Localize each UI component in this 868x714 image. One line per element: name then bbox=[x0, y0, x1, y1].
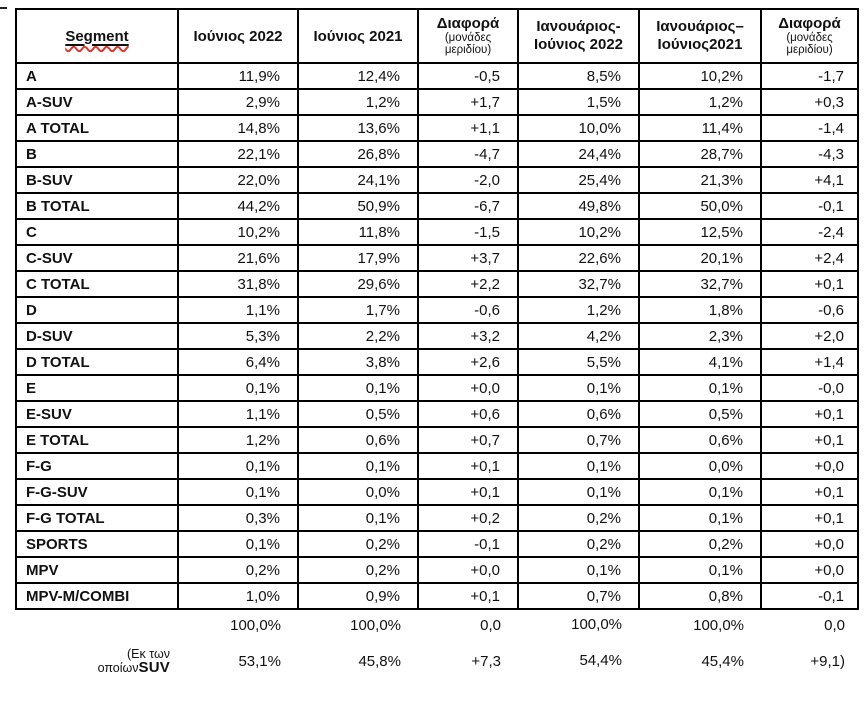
value-cell: 8,5% bbox=[518, 63, 639, 89]
value-cell: 6,4% bbox=[178, 349, 298, 375]
segment-cell: D-SUV bbox=[16, 323, 178, 349]
suv-june-2022: 53,1% bbox=[238, 653, 281, 670]
segment-cell: SPORTS bbox=[16, 531, 178, 557]
jan-june-2021-line2: Ιούνιος2021 bbox=[657, 36, 743, 53]
value-cell: 21,6% bbox=[178, 245, 298, 271]
segment-cell: C bbox=[16, 219, 178, 245]
value-cell: 0,8% bbox=[639, 583, 761, 609]
suv-label-line1: (Εκ των bbox=[127, 647, 170, 661]
value-cell: +0,0 bbox=[761, 453, 858, 479]
value-cell: 0,3% bbox=[178, 505, 298, 531]
segment-cell: D bbox=[16, 297, 178, 323]
table-row bbox=[16, 479, 858, 505]
diff-title: Διαφορά bbox=[778, 14, 841, 32]
table-row bbox=[16, 167, 858, 193]
value-cell: 11,4% bbox=[639, 115, 761, 141]
diff-subtitle-2: μεριδίου) bbox=[444, 44, 492, 56]
col-header-diff-ytd bbox=[761, 9, 858, 63]
value-cell: 0,5% bbox=[639, 401, 761, 427]
value-cell: 44,2% bbox=[178, 193, 298, 219]
value-cell: 31,8% bbox=[178, 271, 298, 297]
value-cell: 20,1% bbox=[639, 245, 761, 271]
table-row bbox=[16, 89, 858, 115]
value-cell: 49,8% bbox=[518, 193, 639, 219]
value-cell: -1,7 bbox=[761, 63, 858, 89]
segment-cell: MPV-M/COMBI bbox=[16, 583, 178, 609]
edge-artifact bbox=[0, 7, 7, 9]
table-row bbox=[16, 505, 858, 531]
value-cell: 13,6% bbox=[298, 115, 418, 141]
value-cell: 0,6% bbox=[518, 401, 639, 427]
value-cell: 0,9% bbox=[298, 583, 418, 609]
value-cell: 0,7% bbox=[518, 583, 639, 609]
col-header-diff-month bbox=[418, 9, 518, 63]
value-cell: +4,1 bbox=[761, 167, 858, 193]
value-cell: 0,1% bbox=[298, 453, 418, 479]
value-cell: 0,1% bbox=[639, 505, 761, 531]
value-cell: 24,4% bbox=[518, 141, 639, 167]
value-cell: -0,1 bbox=[761, 583, 858, 609]
table-row bbox=[16, 453, 858, 479]
value-cell: 32,7% bbox=[639, 271, 761, 297]
value-cell: 1,5% bbox=[518, 89, 639, 115]
value-cell: 10,2% bbox=[178, 219, 298, 245]
segment-cell: E bbox=[16, 375, 178, 401]
value-cell: 14,8% bbox=[178, 115, 298, 141]
value-cell: -4,7 bbox=[418, 141, 518, 167]
value-cell: 0,5% bbox=[298, 401, 418, 427]
value-cell: 24,1% bbox=[298, 167, 418, 193]
value-cell: -0,1 bbox=[761, 193, 858, 219]
jan-june-2021-line1: Ιανουάριος– bbox=[656, 18, 744, 35]
value-cell: 0,1% bbox=[178, 375, 298, 401]
totals-jan-june-2022: 100,0% bbox=[571, 615, 622, 633]
segment-cell: F-G-SUV bbox=[16, 479, 178, 505]
value-cell: +1,4 bbox=[761, 349, 858, 375]
value-cell: 1,8% bbox=[639, 297, 761, 323]
value-cell: +0,1 bbox=[418, 453, 518, 479]
value-cell: 22,0% bbox=[178, 167, 298, 193]
totals-june-2022: 100,0% bbox=[230, 616, 281, 634]
col-header-segment bbox=[16, 9, 178, 63]
value-cell: 0,0% bbox=[298, 479, 418, 505]
value-cell: +1,1 bbox=[418, 115, 518, 141]
value-cell: 0,1% bbox=[298, 375, 418, 401]
segment-cell: F-G bbox=[16, 453, 178, 479]
value-cell: 12,4% bbox=[298, 63, 418, 89]
jan-june-2022-line2: Ιούνιος 2022 bbox=[533, 36, 624, 53]
segment-cell: A-SUV bbox=[16, 89, 178, 115]
value-cell: -2,4 bbox=[761, 219, 858, 245]
value-cell: 5,5% bbox=[518, 349, 639, 375]
value-cell: +0,1 bbox=[761, 479, 858, 505]
value-cell: +2,0 bbox=[761, 323, 858, 349]
value-cell: +0,7 bbox=[418, 427, 518, 453]
value-cell: 1,2% bbox=[178, 427, 298, 453]
value-cell: 0,6% bbox=[298, 427, 418, 453]
value-cell: +2,4 bbox=[761, 245, 858, 271]
value-cell: +0,6 bbox=[418, 401, 518, 427]
value-cell: +0,0 bbox=[418, 557, 518, 583]
value-cell: 5,3% bbox=[178, 323, 298, 349]
table-row bbox=[16, 63, 858, 89]
table-row bbox=[16, 245, 858, 271]
value-cell: +3,7 bbox=[418, 245, 518, 271]
value-cell: 28,7% bbox=[639, 141, 761, 167]
value-cell: 10,2% bbox=[639, 63, 761, 89]
suv-label-line2 bbox=[17, 661, 170, 675]
totals-june-2021: 100,0% bbox=[350, 616, 401, 634]
value-cell: +1,7 bbox=[418, 89, 518, 115]
value-cell: 1,0% bbox=[178, 583, 298, 609]
table-row bbox=[16, 115, 858, 141]
value-cell: +0,2 bbox=[418, 505, 518, 531]
value-cell: 1,7% bbox=[298, 297, 418, 323]
value-cell: 0,1% bbox=[639, 479, 761, 505]
value-cell: 1,1% bbox=[178, 401, 298, 427]
table-row bbox=[16, 297, 858, 323]
diff-subtitle-1: (μονάδες bbox=[444, 31, 492, 44]
value-cell: +0,3 bbox=[761, 89, 858, 115]
table-row bbox=[16, 557, 858, 583]
value-cell: 0,1% bbox=[518, 479, 639, 505]
value-cell: 11,8% bbox=[298, 219, 418, 245]
segment-share-table bbox=[15, 8, 859, 685]
value-cell: 25,4% bbox=[518, 167, 639, 193]
value-cell: 10,0% bbox=[518, 115, 639, 141]
segment-cell: D TOTAL bbox=[16, 349, 178, 375]
table-row bbox=[16, 141, 858, 167]
value-cell: 0,2% bbox=[639, 531, 761, 557]
value-cell: 0,0% bbox=[639, 453, 761, 479]
value-cell: 0,2% bbox=[518, 505, 639, 531]
value-cell: +0,1 bbox=[761, 271, 858, 297]
value-cell: 0,1% bbox=[518, 375, 639, 401]
value-cell: +0,1 bbox=[418, 583, 518, 609]
suv-june-2021: 45,8% bbox=[358, 653, 401, 670]
value-cell: 32,7% bbox=[518, 271, 639, 297]
totals-row bbox=[16, 609, 858, 638]
value-cell: 0,1% bbox=[178, 479, 298, 505]
col-header-jan-june-2022 bbox=[518, 9, 639, 63]
value-cell: 0,1% bbox=[298, 505, 418, 531]
table-row bbox=[16, 583, 858, 609]
value-cell: +2,2 bbox=[418, 271, 518, 297]
value-cell: 4,2% bbox=[518, 323, 639, 349]
value-cell: 2,9% bbox=[178, 89, 298, 115]
value-cell: 17,9% bbox=[298, 245, 418, 271]
value-cell: 0,1% bbox=[518, 453, 639, 479]
value-cell: 0,1% bbox=[639, 375, 761, 401]
spellcheck-underline bbox=[65, 28, 128, 45]
value-cell: 26,8% bbox=[298, 141, 418, 167]
col-header-june-2021: Ιούνιος 2021 bbox=[298, 9, 418, 63]
value-cell: 2,2% bbox=[298, 323, 418, 349]
value-cell: 2,3% bbox=[639, 323, 761, 349]
totals-diff-month: 0,0 bbox=[480, 616, 501, 634]
value-cell: 0,6% bbox=[639, 427, 761, 453]
value-cell: 0,1% bbox=[639, 557, 761, 583]
table-row bbox=[16, 375, 858, 401]
table-row bbox=[16, 271, 858, 297]
value-cell: -0,0 bbox=[761, 375, 858, 401]
value-cell: 0,1% bbox=[178, 531, 298, 557]
value-cell: 50,9% bbox=[298, 193, 418, 219]
suv-jan-june-2022: 54,4% bbox=[579, 652, 622, 669]
segment-cell: E-SUV bbox=[16, 401, 178, 427]
value-cell: -4,3 bbox=[761, 141, 858, 167]
table-row bbox=[16, 219, 858, 245]
col-header-jan-june-2021 bbox=[639, 9, 761, 63]
value-cell: 0,7% bbox=[518, 427, 639, 453]
value-cell: 3,8% bbox=[298, 349, 418, 375]
suv-diff-month: +7,3 bbox=[471, 653, 501, 670]
value-cell: 0,2% bbox=[298, 531, 418, 557]
value-cell: 50,0% bbox=[639, 193, 761, 219]
value-cell: 0,2% bbox=[178, 557, 298, 583]
value-cell: +3,2 bbox=[418, 323, 518, 349]
value-cell: 0,1% bbox=[518, 557, 639, 583]
table-row bbox=[16, 401, 858, 427]
value-cell: -1,4 bbox=[761, 115, 858, 141]
totals-empty-cell bbox=[16, 609, 178, 638]
segment-cell: F-G TOTAL bbox=[16, 505, 178, 531]
totals-jan-june-2021: 100,0% bbox=[693, 616, 744, 634]
suv-label-word: οποίων bbox=[97, 661, 139, 675]
value-cell: -2,0 bbox=[418, 167, 518, 193]
diff-subtitle-1: (μονάδες bbox=[786, 31, 833, 44]
table-row bbox=[16, 531, 858, 557]
value-cell: +0,1 bbox=[761, 427, 858, 453]
jan-june-2022-line1: Ιανουάριος- bbox=[536, 18, 621, 35]
totals-diff-ytd: 0,0 bbox=[824, 616, 845, 634]
table-row bbox=[16, 349, 858, 375]
value-cell: 21,3% bbox=[639, 167, 761, 193]
value-cell: 22,6% bbox=[518, 245, 639, 271]
value-cell: +2,6 bbox=[418, 349, 518, 375]
segment-cell: B TOTAL bbox=[16, 193, 178, 219]
suv-share-row bbox=[16, 638, 858, 685]
col-header-segment-label: Segment bbox=[65, 27, 129, 45]
value-cell: -0,1 bbox=[418, 531, 518, 557]
value-cell: 4,1% bbox=[639, 349, 761, 375]
suv-diff-ytd: +9,1) bbox=[810, 653, 845, 670]
value-cell: 1,1% bbox=[178, 297, 298, 323]
value-cell: 1,2% bbox=[518, 297, 639, 323]
value-cell: 0,2% bbox=[298, 557, 418, 583]
value-cell: 11,9% bbox=[178, 63, 298, 89]
col-header-june-2022: Ιούνιος 2022 bbox=[178, 9, 298, 63]
segment-cell: A TOTAL bbox=[16, 115, 178, 141]
value-cell: -0,6 bbox=[418, 297, 518, 323]
value-cell: 0,2% bbox=[518, 531, 639, 557]
value-cell: +0,1 bbox=[761, 401, 858, 427]
value-cell: +0,1 bbox=[761, 505, 858, 531]
segment-cell: E TOTAL bbox=[16, 427, 178, 453]
value-cell: -6,7 bbox=[418, 193, 518, 219]
value-cell: -0,5 bbox=[418, 63, 518, 89]
segment-cell: C-SUV bbox=[16, 245, 178, 271]
value-cell: 29,6% bbox=[298, 271, 418, 297]
value-cell: 1,2% bbox=[298, 89, 418, 115]
segment-cell: C TOTAL bbox=[16, 271, 178, 297]
value-cell: 1,2% bbox=[639, 89, 761, 115]
value-cell: -0,6 bbox=[761, 297, 858, 323]
segment-cell: MPV bbox=[16, 557, 178, 583]
table-row bbox=[16, 427, 858, 453]
header-row bbox=[16, 9, 858, 63]
segment-cell: B-SUV bbox=[16, 167, 178, 193]
diff-subtitle-2: μεριδίου) bbox=[786, 44, 833, 56]
suv-jan-june-2021: 45,4% bbox=[701, 653, 744, 670]
value-cell: +0,0 bbox=[418, 375, 518, 401]
table-row bbox=[16, 193, 858, 219]
value-cell: +0,0 bbox=[761, 557, 858, 583]
segment-cell: B bbox=[16, 141, 178, 167]
table-row bbox=[16, 323, 858, 349]
segment-cell: A bbox=[16, 63, 178, 89]
value-cell: +0,1 bbox=[418, 479, 518, 505]
value-cell: -1,5 bbox=[418, 219, 518, 245]
diff-title: Διαφορά bbox=[436, 14, 500, 32]
suv-share-label bbox=[16, 638, 178, 685]
value-cell: 12,5% bbox=[639, 219, 761, 245]
value-cell: 22,1% bbox=[178, 141, 298, 167]
table-body bbox=[16, 63, 858, 609]
value-cell: +0,0 bbox=[761, 531, 858, 557]
value-cell: 0,1% bbox=[178, 453, 298, 479]
value-cell: 10,2% bbox=[518, 219, 639, 245]
suv-label-acronym: SUV bbox=[138, 659, 170, 676]
